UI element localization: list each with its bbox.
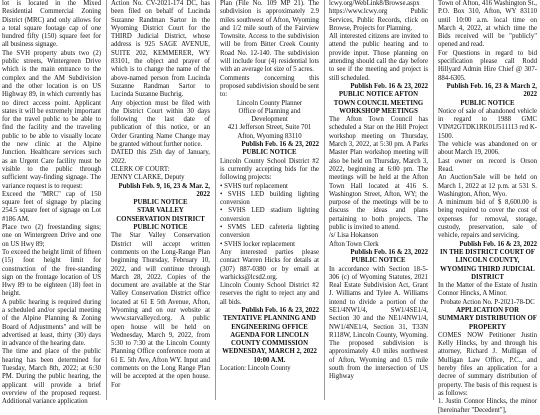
notice-address-line: Office of Planning and Development [238, 107, 301, 124]
notice-paragraph: In the Matter of the Estate of Justin Connor Hincks, A Minor. [438, 282, 537, 298]
publish-dates: Publish Feb. 16 & 23, 2022 [350, 248, 428, 256]
publish-dates: Publish Feb. 16 & 23, 2022 [350, 82, 428, 90]
notice-paragraph: DATED this 25th day of January, 2022. [111, 149, 210, 165]
notice-paragraph: An Auction/Sale will be held on March 1, 2022 at 12 p.m. at 531 S. Washington, Afton, Wyo. [438, 174, 537, 198]
notice-paragraph: Exceed the "MRC" cap of 150 square feet of signage by placing 254.5 square feet of signage on Lot #186 AM. [2, 190, 101, 223]
probate-action-number: Probate Action No. P-2021-78-DC [440, 298, 535, 306]
notice-paragraph: Town of Afton, 416 Washington St., P.O. Box 310, Afton, WY 83110 until 10:00 a.m. local time on March 4, 2022, at which time the Bids received will be "publicly" opened and read. [438, 0, 537, 49]
notice-paragraph: Location: Lincoln County [220, 365, 291, 373]
notice-paragraph: The vehicle was abandoned on or about March 19, 2006. [438, 141, 537, 157]
notice-paragraph: Comments concerning this proposed subdivision should be sent to: [220, 74, 319, 99]
publish-dates: Publish Feb. 16 & 23, 2022 [241, 306, 319, 314]
publish-dates: Publish Feb. 9, 16, 23 & Mar. 2, 2022 [118, 182, 210, 198]
notice-paragraph: A public hearing is required during a scheduled and/or special meeting of the Alpine Planning & Zoning Board of Adjustments" and will be advertised at least, thirty (30) days in advance of the hearing date. [2, 298, 101, 348]
notice-paragraph: For Questions in regard to bid specification please call Rodd Hillyard Admin Hire Chief @ 307-884-6305. [438, 49, 537, 82]
publish-dates: Publish Feb. 16 & 23, 2022 [241, 141, 319, 149]
notice-paragraph: The Star Valley Conservation District will accept written comments on the Long-Range Plan beginning Thursday, February 10, 2022, and will continue through March 28, 2022. Copies of the document are available at the Star Valley Conservation District office located at 61 E 5th Avenue, Afton, Wyoming and on our website at www.starvalleycd.org. A public open house will be held on Wednesday, March 9, 2022, from 5:30 to 7:30 at the Lincoln County Planning Office conference room at 61 E. 5th Ave, Afton WY. Input and comments on the Long Range Plan will be accepted at the open house. For [111, 232, 210, 389]
notice-paragraph: In accordance with Section 18-5-306 (c) of Wyoming Statutes, 2021 Real Estate Subdivision Act, Grant J. Williams and Tylee A. Williams intend to divide a portion of the SE1/4NW1/4, SW1/4SE1/4, Section 30 and the NE1/4NW1/4, NW1/4NE1/4, Section 31, T33N R118W, Lincoln County, Wyoming. The proposed subdivision is approximately 4.0 miles northwest of Afton, Wyoming and 0.5 mile south from the intersection of US Highway [329, 265, 428, 381]
notice-signature: Afton Town Clerk [329, 240, 379, 248]
bid-item: • SVHS turf replacement [220, 182, 288, 190]
bid-item: • SVMS LED cafeteria lighting conversion [220, 224, 319, 240]
notice-paragraph: JENNY CLARKE, Deputy [111, 174, 185, 182]
notice-heading: PUBLIC NOTICE [133, 199, 188, 207]
notice-paragraph: Any objection must be filed with the District Court within 30 days following the last date of publication of this notice, or an Order Granting Name Change may be granted without further notice. [111, 99, 210, 149]
notice-paragraph: Lincoln County School District #2 is currently accepting bids for the following projects: [220, 157, 319, 182]
column-divider [433, 0, 434, 400]
publish-dates: Publish Feb. 16 & 23, 2022 [459, 240, 537, 248]
notice-paragraph: Action No. CV-2021-174 DC, has been filed on behalf of Lucinda Suzanne Randman Sartor in the Wyoming District Court for the THIRD Judicial District, whose address is 925 SAGE AVENUE, SUITE 202, KEMMERER, WY 83101, the object and prayer of which is to change the name of the above-named person from Lucinda Suzanne Randman Sartor to Lucinda Suzanne Buchrig. [111, 0, 210, 99]
publish-dates: Publish Feb. 16, 23 & March 2, 2022 [446, 82, 537, 99]
bid-item: • SVHS locker replacement [220, 240, 296, 248]
notice-column-3 [220, 0, 319, 400]
notice-paragraph: Notice of sale of abandoned vehicle in regard to 1988 GMC VIN#2GTDK1RK01J511113 red K-1500. [438, 107, 537, 140]
notice-paragraph: 1. Justin Connor Hincks, the minor [hereinafter "Decedent"], [438, 398, 537, 414]
notice-column-2 [111, 0, 210, 400]
notice-column-4 [329, 0, 428, 400]
notice-address-line: Lincoln County Planner [236, 99, 303, 107]
notice-heading: TENTATIVE PLANNING AND ENGINEERING OFFICE AGENDA FOR LINCOLN COUNTY COMMISSION WEDNESDAY, MARCH 2, 2022 10:00 A.M. [222, 315, 317, 364]
notice-paragraph: Last owner on record is Orson Read. [438, 157, 537, 173]
notice-heading: PUBLIC NOTICE [242, 149, 297, 157]
notice-address-line: Afton, Wyoming 83110 [237, 132, 302, 140]
notice-column-1 [2, 0, 101, 406]
column-divider [324, 0, 325, 400]
notice-paragraph: To exceed the height limit of fifteen (15) foot height limit for construction of the free-standing sign on the frontage location of US Hwy 89 to be eighteen (18) feet in height. [2, 248, 101, 298]
notice-paragraph: Plan (File No. 109 MP 21). The subdivision is approximately 2.9 miles southwest of Afton, Wyoming and 1/2 mile south of the Fairview Townsite. Access to the subdivision will be from Bitter Creek County Road No. 12-140. The subdivision will include four (4) residential lots with an average lot size of 5 acres. [220, 0, 319, 74]
notice-paragraph: lot is located in the Mixed Residential Commercial Zoning District (MRC) and only allows for a total square footage cap of one hundred fifty (150) square feet for all business signage. [2, 0, 101, 49]
column-divider [215, 0, 216, 400]
notice-paragraph: COMES NOW Petitioner Justin Kelly Hincks, by and through his attorney, Richard J. Mulligan of Mulligan Law Office, P.C., and hereby files an application for a decree of summary distribution of property. The basis of this request is as follows: [438, 331, 537, 397]
column-divider [106, 0, 107, 400]
notice-address-line: 421 Jefferson Street, Suite 701 [227, 124, 312, 132]
notice-paragraph: The Afton Town Council has scheduled a Star on the Hill Project workshop meeting on Thursday, March 3, 2022, at 5:30 pm. A Parks Master Plan workshop meeting will also be held on Thursday, March 3, 2022, beginning at 6:00 pm. The meetings will be held at the Afton Town Hall located at 416 S. Washington Street, Afton, WY; the purpose of the meetings will be to discuss the ideas and plans pertaining to both projects. The public is invited to attend. [329, 116, 428, 232]
bid-item: • SVHS LED building lighting conversion [220, 190, 319, 207]
notice-paragraph: All interested citizens are invited to attend the public hearing and to provide input. Those planning on attending should call the day before to see if the meeting and project is still scheduled. [329, 33, 428, 82]
notice-column-5 [438, 0, 537, 414]
bid-item: • SVHS LED stadium lighting conversion [220, 207, 319, 223]
notice-paragraph: CLERK OF COURT: [111, 165, 170, 173]
notice-heading: PUBLIC NOTICE [460, 99, 515, 107]
notice-paragraph: A minimum bid of $ 8,600.00 is being required to cover the cost of expenses for removal, storage, custody, preservation, sale of vehicle, repairs and servicing. [438, 199, 537, 240]
notice-heading: PUBLIC NOTICE [351, 257, 406, 265]
notice-heading: STAR VALLEY CONSERVATION DISTRICT PUBLIC NOTICE [116, 207, 205, 232]
notice-heading: APPLICATION FOR SUMMARY DISTRIBUTION OF PROPERTY [438, 306, 537, 331]
notice-paragraph: https://www.lcwy.org Public Services, Public Records, click on Browse, Projects for Planning. [329, 8, 428, 32]
notice-paragraph: lcwy.org/WebLink8/Browse.aspx [329, 0, 420, 7]
notice-paragraph: Place two (2) freestanding signs; one on Wintergreen Drive and one on US Hwy 89; [2, 224, 101, 248]
notice-paragraph: The time and place of the public hearing has been determined for Tuesday, March 8th, 2022; at 6:30 PM. During the public hearing, the applicant will provide a brief overview of the proposed request. Additional variance application [2, 348, 101, 406]
notice-paragraph: Lincoln County School District #2 reserves the right to reject any and all bids. [220, 282, 319, 306]
notice-paragraph: The SVH property abuts two (2) public streets, Wintergreen Drive which is the main entrance to the complex and the AM Subdivision and the other location is on US Highway 89, in which currently has no direct access point. Applicant states it will be extremely important for the travel public to be able to find the facility and the traveling public to be able to visually locate the new clinic at the Alpine Junction. Healthcare services such as an Urgent Care facility must be visible to the public through sufficient way-finding signage. The variance request is to request: [2, 49, 101, 190]
notice-heading: PUBLIC NOTICE AFTON TOWN COUNCIL MEETING WORKSHOP MEETINGS [333, 91, 424, 115]
notice-signature: /s/ Lisa Hokanson [329, 232, 379, 240]
notice-paragraph: Any interested parties please contact Warren Hicks for details at (307) 887-0380 or by email at warhicks@lcsd2.org. [220, 248, 319, 281]
notice-heading: IN THE DISTRICT COURT OF LINCOLN COUNTY, WYOMING THIRD JUDICIAL DISTRICT [440, 248, 535, 281]
